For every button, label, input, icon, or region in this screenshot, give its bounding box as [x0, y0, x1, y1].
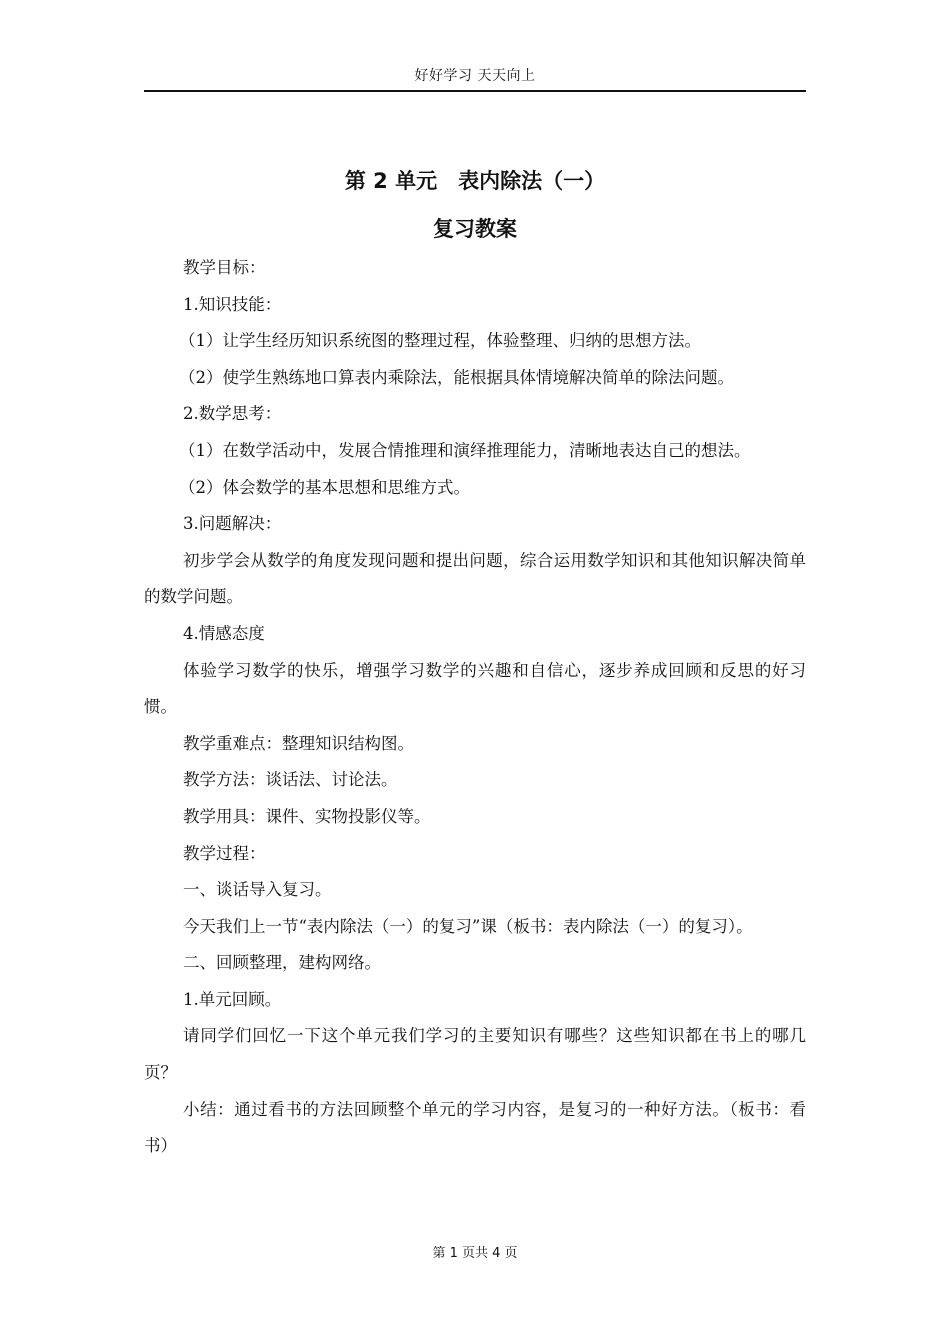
paragraph-teaching-tools: 教学用具：课件、实物投影仪等。: [183, 806, 431, 826]
paragraph-teaching-goals: 教学目标：: [183, 258, 266, 277]
paragraph-knowledge-skills: 1.知识技能：: [183, 294, 282, 314]
paragraph-problem-solving-detail: 初步学会从数学的角度发现问题和提出问题，综合运用数学知识和其他知识解决简单的数学问题。: [144, 550, 806, 607]
page-footer: [144, 1244, 806, 1264]
paragraph-section-intro: 一、谈话导入复习。: [183, 880, 332, 900]
document-body: [144, 250, 806, 1165]
document-subtitle: 复习教案: [433, 217, 517, 241]
header-motto: 好好学习 天天向上: [414, 68, 536, 84]
paragraph-knowledge-item-2: （2）使学生熟练地口算表内乘除法，能根据具体情境解决简单的除法问题。: [179, 367, 734, 387]
paragraph-knowledge-item-1: （1）让学生经历知识系统图的整理过程，体验整理、归纳的思想方法。: [179, 331, 701, 351]
page-header: [144, 66, 806, 92]
paragraph-summary: 小结：通过看书的方法回顾整个单元的学习内容，是复习的一种好方法。（板书：看书）: [144, 1099, 806, 1156]
document-title: 第 2 单元 表内除法（一）: [344, 169, 606, 193]
page-number: 第 1 页共 4 页: [432, 1246, 518, 1261]
paragraph-intro-detail: 今天我们上一节“表内除法（一）的复习”课（板书：表内除法（一）的复习）。: [183, 916, 753, 936]
paragraph-key-difficulties: 教学重难点：整理知识结构图。: [183, 733, 414, 753]
paragraph-teaching-process: 教学过程：: [183, 843, 266, 863]
paragraph-problem-solving: 3.问题解决：: [183, 514, 282, 534]
paragraph-teaching-methods: 教学方法：谈话法、讨论法。: [183, 770, 398, 790]
paragraph-review-question: 请同学们回忆一下这个单元我们学习的主要知识有哪些？这些知识都在书上的哪几页？: [144, 1026, 806, 1083]
paragraph-thinking-item-1: （1）在数学活动中，发展合情推理和演绎推理能力，清晰地表达自己的想法。: [179, 440, 751, 460]
paragraph-section-review: 二、回顾整理，建构网络。: [183, 953, 381, 973]
paragraph-math-thinking: 2.数学思考：: [183, 404, 282, 424]
paragraph-unit-review: 1.单元回顾。: [183, 989, 282, 1009]
paragraph-emotional-attitude: 4.情感态度: [183, 623, 265, 643]
paragraph-emotional-detail: 体验学习数学的快乐，增强学习数学的兴趣和自信心，逐步养成回顾和反思的好习惯。: [144, 660, 806, 717]
paragraph-thinking-item-2: （2）体会数学的基本思想和思维方式。: [179, 477, 470, 497]
